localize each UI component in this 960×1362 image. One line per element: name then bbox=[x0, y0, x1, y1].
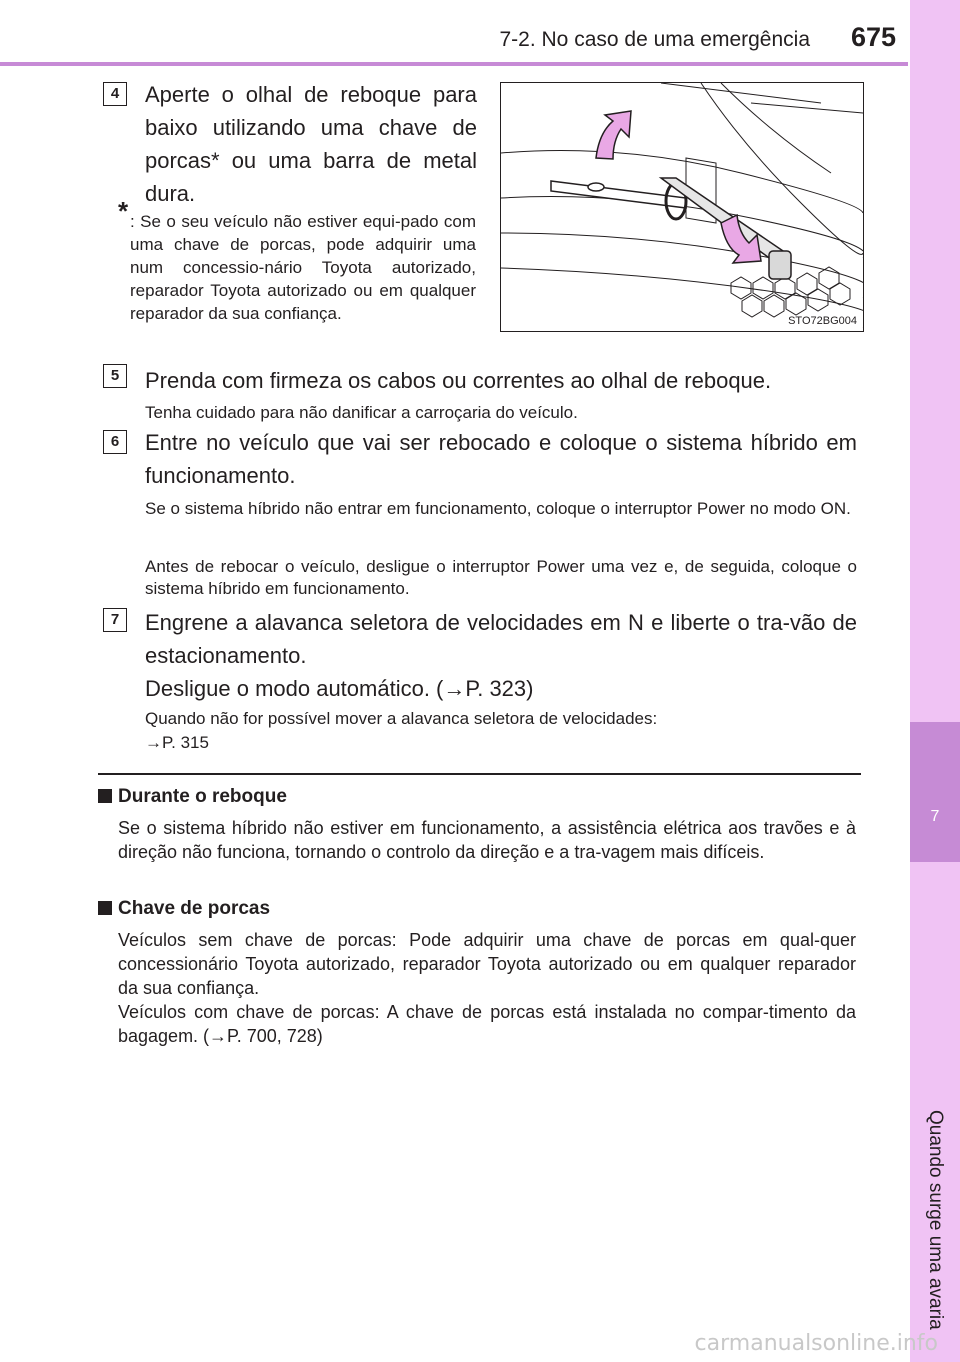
section-heading-towing bbox=[98, 786, 287, 808]
step-number-7: 7 bbox=[103, 608, 127, 632]
step-7-text: Engrene a alavanca seletora de velocidades em N e liberte o tra-vão de estacionamento. bbox=[145, 610, 857, 668]
step-number-4: 4 bbox=[103, 82, 127, 106]
step-6-note-2: Antes de rebocar o veículo, desligue o interruptor Power uma vez e, de seguida, coloque o sistema híbrido em funcionamento. bbox=[145, 557, 857, 598]
step-5-text: Prenda com firmeza os cabos ou correntes ao olhal de reboque. bbox=[145, 368, 772, 393]
section-heading-lug-wrench bbox=[98, 898, 270, 920]
step-5-note: Tenha cuidado para não danificar a carroçaria do veículo. bbox=[145, 403, 578, 422]
step-7-text-2: Desligue o modo automático. (→P. 323) bbox=[145, 676, 534, 701]
section-paragraph: Se o sistema híbrido não estiver em funcionamento, a assistência elétrica aos travões e à direção não funciona, tornando o controlo da direção e a tra-vagem mais difíceis. bbox=[118, 818, 856, 862]
step-number-6: 6 bbox=[103, 430, 127, 454]
step-6-note-1: Se o sistema híbrido não entrar em funcionamento, coloque o interruptor Power no modo ON. bbox=[145, 499, 851, 518]
step-number-5: 5 bbox=[103, 364, 127, 388]
step-6-text: Entre no veículo que vai ser rebocado e coloque o sistema híbrido em funcionamento. bbox=[145, 430, 857, 488]
chapter-title bbox=[924, 1110, 946, 1152]
section-paragraph-1: Veículos sem chave de porcas: Pode adquirir uma chave de porcas em qual-quer concessionário Toyota autorizado, reparador Toyota autorizado ou em qualquer reparador da sua confiança. bbox=[118, 930, 856, 998]
section-paragraph-2: Veículos com chave de porcas: A chave de porcas está instalada no compar-timento da bagagem. (→P. 700, 728) bbox=[118, 1002, 856, 1046]
step-4-footnote: : Se o seu veículo não estiver equi-pado com uma chave de porcas, pode adquirir uma num concessio-nário Toyota autorizado, reparador Toyota autorizado ou em qualquer reparador da sua confiança. bbox=[130, 212, 476, 323]
chapter-tab bbox=[910, 722, 960, 862]
header-rule bbox=[0, 62, 908, 66]
section-heading-text: Durante o reboque bbox=[118, 786, 287, 807]
chapter-number: 7 bbox=[930, 808, 940, 825]
section-body-towing bbox=[118, 816, 856, 864]
figure-code: STO72BG004 bbox=[788, 315, 857, 327]
watermark: carmanualsonline.info bbox=[694, 1331, 938, 1356]
section-title: 7-2. No caso de uma emergência bbox=[499, 28, 810, 51]
step-4-text: Aperte o olhal de reboque para baixo utilizando uma chave de porcas* ou uma barra de metal dura. bbox=[145, 82, 477, 206]
section-divider bbox=[98, 773, 861, 775]
section-heading-text: Chave de porcas bbox=[118, 898, 271, 919]
page-number: 675 bbox=[850, 22, 896, 52]
step-7-note: Quando não for possível mover a alavanca seletora de velocidades: bbox=[145, 709, 658, 728]
step-7-note-ref[interactable]: →P. 315 bbox=[145, 733, 209, 752]
footnote-marker: * bbox=[118, 196, 129, 226]
towing-eyelet-illustration bbox=[500, 82, 864, 332]
square-bullet-icon bbox=[98, 789, 112, 803]
wrench-on-eyelet-drawing bbox=[501, 83, 863, 331]
square-bullet-icon bbox=[98, 901, 112, 915]
section-body-lug-wrench bbox=[118, 928, 856, 1048]
